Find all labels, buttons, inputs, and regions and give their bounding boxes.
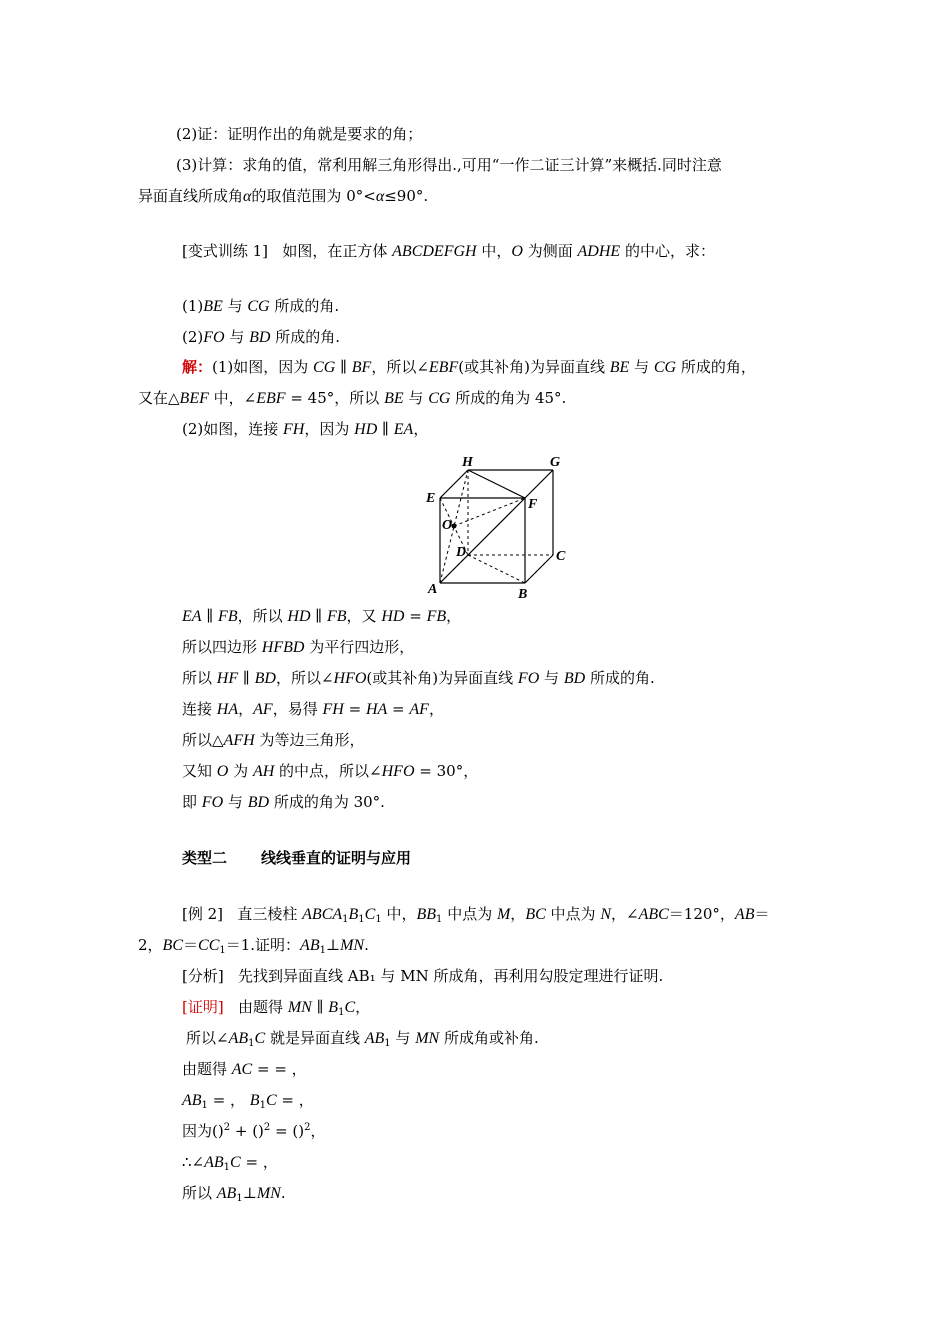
- solution-2-line-4: 所以 HF ∥ BD，所以∠HFO(或其补角)为异面直线 FO 与 BD 所成的角.: [182, 669, 655, 687]
- example-2-proof-3: 由题得 AC = = ，: [182, 1060, 307, 1078]
- step-2: (2)证：证明作出的角就是要求的角；: [176, 125, 423, 143]
- edge-EH: [440, 470, 468, 498]
- segment-OF: [454, 498, 525, 526]
- solution-1-line-1: 解：(1)如图，因为 CG ∥ BF，所以∠EBF(或其补角)为异面直线 BE 与 CG 所成的角，: [182, 358, 756, 376]
- exercise-statement: [变式训练 1] 如图，在正方体 ABCDEFGH 中，O 为侧面 ADHE 的中心，求：: [182, 242, 715, 260]
- cube-figure: [420, 450, 580, 605]
- label-E: E: [426, 491, 436, 506]
- example-2-proof-5: 因为()$^2$ + ()$^2$ = ()$^2$，: [182, 1122, 326, 1140]
- solution-2-line-3: 所以四边形 HFBD 为平行四边形，: [182, 638, 415, 656]
- solution-1-line-2: 又在△BEF 中，∠EBF = 45°，所以 BE 与 CG 所成的角为 45°.: [138, 389, 567, 407]
- segment-HF: [468, 470, 525, 498]
- solution-label: 解：: [182, 358, 213, 376]
- label-B: B: [518, 587, 528, 602]
- solution-2-line-1: (2)如图，连接 FH，因为 HD ∥ EA，: [182, 420, 429, 438]
- section-heading: 类型二 线线垂直的证明与应用: [182, 849, 412, 867]
- step-3-line-2: 异面直线所成角α的取值范围为 0°<α≤90°.: [138, 187, 429, 205]
- cube-diagram: [420, 450, 580, 605]
- point-O: [452, 524, 457, 529]
- example-2-proof-2: 所以$\angle AB_1C$ 就是异面直线 $AB_1$ 与 MN 所成角或补角.: [186, 1029, 539, 1049]
- step-3-line-1: (3)计算：求角的值，常利用解三角形得出.,可用“一作二证三计算”来概括.同时注意: [176, 156, 722, 174]
- example-2-proof-4: $AB_1$ = ， $B_1C$ = ，: [182, 1091, 314, 1111]
- example-2-proof-6: $\therefore\angle AB_1C$ = ，: [182, 1153, 278, 1173]
- solution-2-line-6: 所以△AFH 为等边三角形，: [182, 731, 365, 749]
- example-2-line-1: [例 2] 直三棱柱 $ABCA_1B_1C_1$ 中，$BB_1$ 中点为 M，BC 中点为 N，∠ABC＝120°，AB＝: [182, 905, 770, 925]
- solution-2-line-8: 即 FO 与 BD 所成的角为 30°.: [182, 793, 385, 811]
- label-O: O: [442, 518, 453, 533]
- solution-2-line-5: 连接 HA，AF，易得 FH = HA = AF，: [182, 700, 444, 718]
- label-G: G: [550, 455, 561, 470]
- label-A: A: [428, 582, 438, 597]
- label-F: F: [528, 497, 538, 512]
- example-2-proof-1: [证明] 由题得 MN ∥ $B_1C$，: [182, 998, 371, 1018]
- solution-2-line-2: EA ∥ FB，所以 HD ∥ FB，又 HD = FB，: [182, 607, 462, 625]
- edge-BC: [525, 555, 553, 583]
- proof-label: [证明]: [182, 998, 224, 1016]
- question-2: (2)FO 与 BD 所成的角.: [182, 328, 341, 346]
- example-2-line-2: 2，$BC=CC_1=1$.证明：$AB_1\perp MN$.: [138, 936, 369, 956]
- example-2-proof-7: 所以 $AB_1\perp MN$.: [182, 1184, 286, 1204]
- segment-DB: [468, 555, 525, 583]
- label-H: H: [462, 455, 473, 470]
- example-2-analysis: [分析] 先找到异面直线 AB₁ 与 MN 所成角，再利用勾股定理进行证明.: [182, 967, 664, 985]
- question-1: (1)BE 与 CG 所成的角.: [182, 297, 340, 315]
- label-D: D: [456, 545, 467, 560]
- label-C: C: [556, 549, 566, 564]
- edge-FG: [525, 470, 553, 498]
- solution-2-line-7: 又知 O 为 AH 的中点，所以∠HFO = 30°，: [182, 762, 479, 780]
